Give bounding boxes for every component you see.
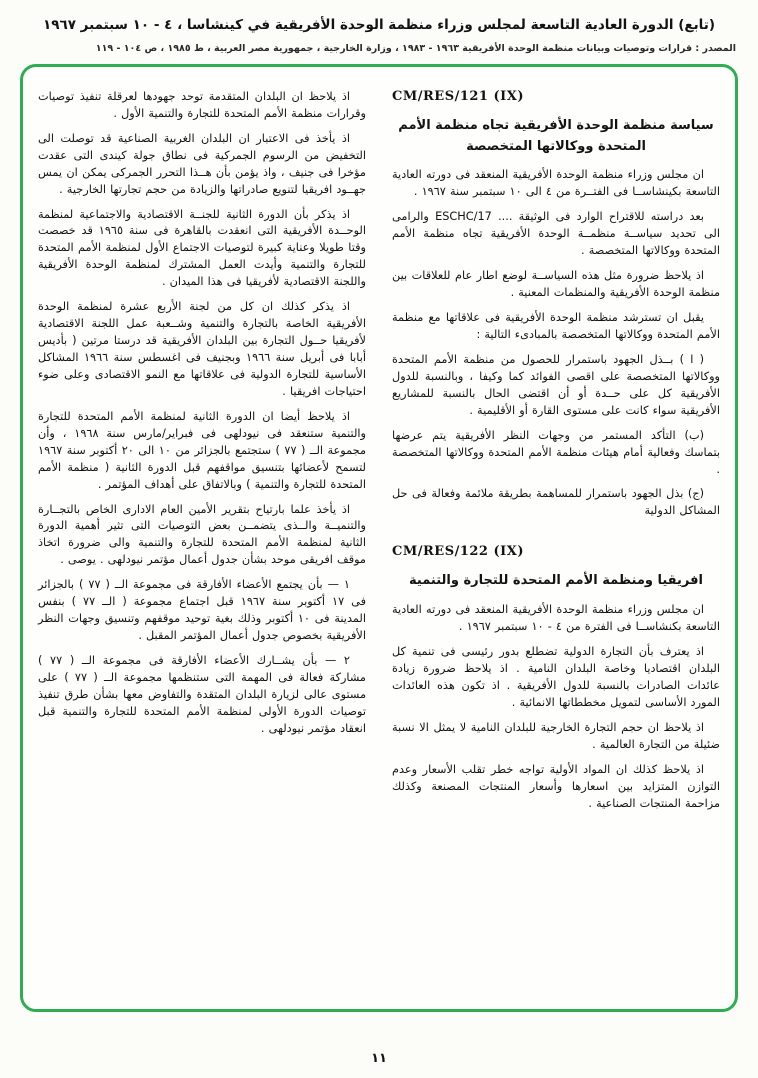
paragraph: اذ يلاحظ ضرورة مثل هذه السياســة لوضع اطار عام للعلاقات بين منظمة الوحدة الأفريقية والمنظمات المعنية . [392, 269, 720, 300]
paragraph: اذ يأخذ فى الاعتبار ان البلدان الغربية الصناعية قد توصلت الى التخفيض من الرسوم الجمركية فى نطاق جولة كيندى التى عقدت مؤخرا فى جنيف ، واذ يؤمن بأن هــذا التحرر الجمركى يمكن ان يمس جهــود افريقيا لتنويع صادراتها والزيادة من حجم تجارتها الخارجية . [38, 131, 366, 196]
resolution-122-title: افريقيا ومنظمة الأمم المتحدة للتجارة والتنمية [409, 573, 703, 589]
paragraph: ٢ — بأن يشــارك الأعضاء الأفارقة فى مجموعة الــ ( ٧٧ ) مشاركة فعالة فى المهمة التى ستنظمها مجموعة الــ ( ٧٧ ) على مستوى عالى لزيارة البلدان المتقدة والتفاوض معها بشأن طرق تنفيذ توصيات الدورة الأولى لمنظمة الأمم المتحدة للتجارة والتنمية قبل انعقاد مؤتمر نيودلهى . [38, 654, 366, 735]
paragraph: اذ يعترف بأن التجارة الدولية تضطلع بدور رئيسى فى تنمية كل البلدان اقتصاديا وخاصة البلدان النامية . اذ يلاحظ ضرورة زيادة عائدات الصادرات بالنسبة للدول الأفريقية . اذ تكون هذه العائدات المورد الأساسى لتمويل مخططاتها الانمائية . [392, 645, 720, 709]
paragraph: (ب) التأكد المستمر من وجهات النظر الأفريقية يتم عرضها بتماسك وفعالية أمام هيئات منظمة الأمم المتحدة ووكالاتها المتخصصة . [392, 428, 720, 476]
paragraph: اذ يذكر بأن الدورة الثانية للجنــة الاقتصادية والاجتماعية لمنظمة الوحــدة الأفريقية التى انعقدت بالقاهرة فى سنة ١٩٦٥ قد خصصت وقتا طويلا وعناية كبيرة لتوصيات الاجتماع الأول لمنظمة الأمم المتحدة للتجارة والتنمية وأيدت العمل المشترك لمنظمة الوحدة الأفريقية واللجنة الاقتصادية لأفريقيا فى هذا الميدان . [38, 207, 366, 289]
document-header [0, 0, 758, 54]
paragraph: اذ يلاحظ أيضا ان الدورة الثانية لمنظمة الأمم المتحدة للتجارة والتنمية ستنعقد فى نيودلهى فى فبراير/مارس سنة ١٩٦٨ ، وأن مجموعة الــ ( ٧٧ ) ستجتمع بالجزائر من ١٠ الى ٢٠ أكتوبر سنة ١٩٦٧ لتسمح لأعضائها بتنسيق مواقفهم قبل الدورة الثانية ( منظمة الأمم المتحدة للتجارة والتنمية ) وبالاتفاق على أهداف المؤتمر . [38, 409, 366, 491]
content-frame [20, 64, 738, 1012]
paragraph: اذ يأخذ علما بارتياح بتقرير الأمين العام الادارى الخاص بالتجــارة والتنميــة والــذى يتضمــن بعض التوصيات التى تثير أهمية الدورة الثانية لمنظمة الأمم المتحدة للتجارة والتنمية والى ضرورة اتخاذ موقف افريقى موحد بشأن جدول أعمال مؤتمر نيودلهى . يوصى . [38, 502, 366, 567]
resolution-code-121: CM/RES/121 (IX) [392, 88, 524, 104]
paragraph: ( ا ) بــذل الجهود باستمرار للحصول من منظمة الأمم المتحدة ووكالاتها المتخصصة على اقصى الفوائد كما وكيفا ، وبالنسبة للدول الأفريقية كل على حــدة أو أن اقتضى الحال بالنسبة للمشاريع الأفريقية سواء كانت على مستوى القارة أو الأقليمية . [392, 352, 720, 417]
two-column-layout [38, 89, 720, 995]
document-title: (تابع) الدورة العادية التاسعة لمجلس وزراء منظمة الوحدة الأفريقية في كينشاسا ، ٤ - ١٠ سبتمبر ١٩٦٧ [43, 17, 715, 33]
paragraph: ١ — بأن يجتمع الأعضاء الأفارقة فى مجموعة الــ ( ٧٧ ) بالجزائر فى ١٧ أكتوبر سنة ١٩٦٧ قبل اجتماع مجموعة ( الــ ٧٧ ) بنفس المدينة فى ١٠ أكتوبر وذلك بغية توحيد موقفهم وتنسيق وجهات النظر الأفريقية بخصوص جدول أعمال المؤتمر المقبل . [38, 578, 366, 643]
resolution-code-122: CM/RES/122 (IX) [392, 544, 524, 560]
page-number: ١١ [371, 1051, 387, 1066]
paragraph: ان مجلس وزراء منظمة الوحدة الأفريقية المنعقد فى دورته العادية التاسعة بكينشاســا فى الفتــرة من ٤ الى ١٠ سبتمبر سنة ١٩٦٧ . [392, 168, 720, 199]
column-left [38, 89, 366, 995]
paragraph: اذ يلاحظ كذلك ان المواد الأولية تواجه خطر تقلب الأسعار وعدم التوازن المتزايد بين اسعارها وأسعار المنتجات المصنعة وكذلك مزاحمة المنتجات الصناعية . [392, 762, 720, 810]
paragraph: (ج) بذل الجهود باستمرار للمساهمة بطريقة ملائمة وفعالة فى حل المشاكل الدولية [392, 487, 720, 518]
document-source: المصدر : قرارات وتوصيات وبيانات منظمة الوحدة الأفريقية ١٩٦٣ - ١٩٨٣ ، وزارة الخارجية ، جمهورية مصر العربية ، ط ١٩٨٥ ، ص ١٠٤ - ١١٩ [95, 42, 736, 54]
paragraph: اذ يلاحظ ان البلدان المتقدمة توحد جهودها لعرقلة تنفيذ توصيات وقرارات منظمة الأمم المتحدة للتجارة والتنمية الأول . [38, 89, 366, 120]
resolution-121-title: سياسة منظمة الوحدة الأفريقية تجاه منظمة الأمم المتحدة ووكالاتها المتخصصة [398, 117, 714, 154]
column-right [392, 89, 720, 995]
paragraph: اذ يذكر كذلك ان كل من لجنة الأربع عشرة لمنظمة الوحدة الأفريقية الخاصة بالتجارة والتنمية وشــعبة عمل اللجنة الاقتصادية لأفريقيا حــول التجارة بين البلدان الأفريقية قد درستا مرتين ( بأديس أبابا فى أبريل سنة ١٩٦٦ وبجنيف فى اغسطس سنة ١٩٦٦ المشاكل الأساسية للتجارة الدولية فى علاقاتها مع النمو الاقتصادى وعلى ضوء احتياجات افريقيا . [38, 300, 367, 398]
paragraph: اذ يلاحظ ان حجم التجارة الخارجية للبلدان النامية لا يمثل الا نسبة ضئيلة من التجارة العالمية . [392, 720, 720, 751]
paragraph: يقبل ان تسترشد منظمة الوحدة الأفريقية فى علاقاتها مع منظمة الأمم المتحدة ووكالاتها المتخصصة بالمبادىء التالية : [392, 311, 720, 341]
paragraph: بعد دراسته للاقتراح الوارد فى الوثيقة .... ESCHC/17 والرامى الى تحديد سياســة منظمــة الوحدة الأفريقية تجاه منظمة الأمم المتحدة ووكالاتها المتخصصة . [392, 210, 720, 258]
paragraph: ان مجلس وزراء منظمة الوحدة الأفريقية المنعقد فى دورته العادية التاسعة بكنشاســا فى الفترة من ٤ - ١٠ سبتمبر ١٩٦٧ . [392, 603, 720, 634]
